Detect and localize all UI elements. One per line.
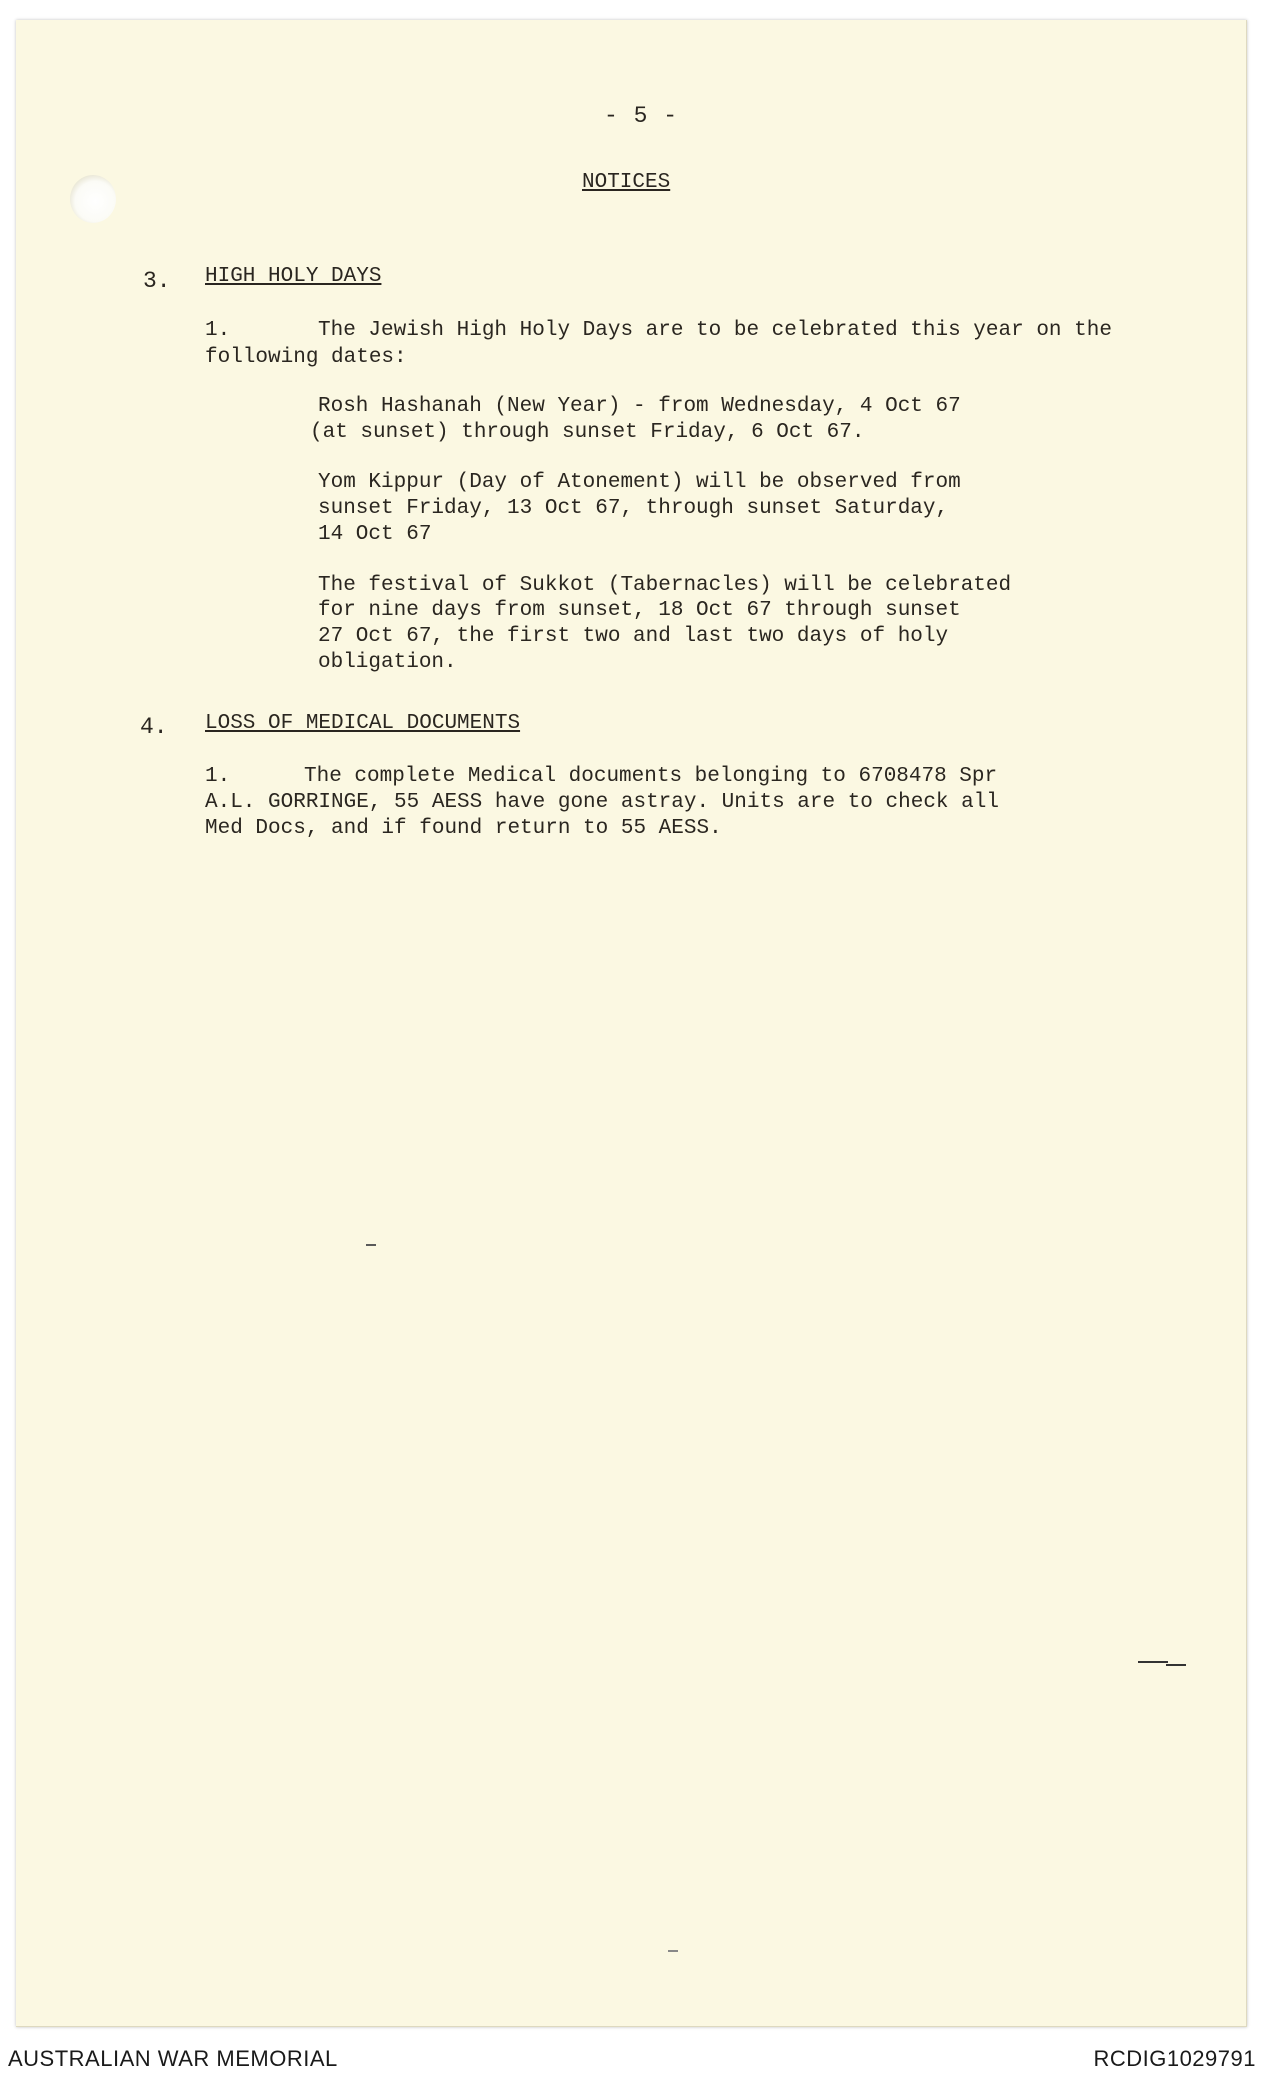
page-heading: NOTICES <box>582 171 671 194</box>
section-3-title: HIGH HOLY DAYS <box>205 265 382 288</box>
rosh-hashanah-line-1: Rosh Hashanah (New Year) - from Wednesday, 4 Oct 67 <box>318 395 961 418</box>
yom-kippur-line-3: 14 Oct 67 <box>318 523 432 546</box>
page-number: - 5 - <box>604 103 679 129</box>
sukkot-line-1: The festival of Sukkot (Tabernacles) will be celebrated <box>318 574 1012 597</box>
pen-mark-tail <box>1166 1664 1186 1666</box>
section-4-para-number: 1. <box>205 765 231 788</box>
yom-kippur-line-1: Yom Kippur (Day of Atonement) will be observed from <box>318 471 961 494</box>
section-3-para-line-2: following dates: <box>205 346 407 369</box>
archive-id: RCDIG1029791 <box>1093 2046 1256 2071</box>
section-3-para-number: 1. <box>205 319 231 342</box>
section-4-title: LOSS OF MEDICAL DOCUMENTS <box>205 712 521 735</box>
section-4-para-line-1: The complete Medical documents belonging to 6708478 Spr <box>304 765 998 788</box>
section-4-para-line-3: Med Docs, and if found return to 55 AESS. <box>205 817 722 840</box>
sukkot-line-2: for nine days from sunset, 18 Oct 67 through sunset <box>318 599 961 622</box>
sukkot-line-3: 27 Oct 67, the first two and last two days of holy <box>318 625 949 648</box>
pen-mark <box>1138 1661 1168 1663</box>
section-4-para-line-2: A.L. GORRINGE, 55 AESS have gone astray. Units are to check all <box>205 791 999 814</box>
punch-hole <box>70 175 116 223</box>
archive-credit: AUSTRALIAN WAR MEMORIAL <box>8 2046 338 2071</box>
yom-kippur-line-2: sunset Friday, 13 Oct 67, through sunset Saturday, <box>318 497 949 520</box>
section-3-para-line-1: The Jewish High Holy Days are to be celebrated this year on the <box>318 319 1112 342</box>
section-3-number: 3. <box>143 268 171 294</box>
sukkot-line-4: obligation. <box>318 651 457 674</box>
section-4-number: 4. <box>140 714 168 740</box>
rosh-hashanah-line-2: (at sunset) through sunset Friday, 6 Oct 67. <box>310 421 865 444</box>
stray-mark-bottom <box>668 1950 678 1952</box>
stray-mark <box>366 1244 376 1246</box>
